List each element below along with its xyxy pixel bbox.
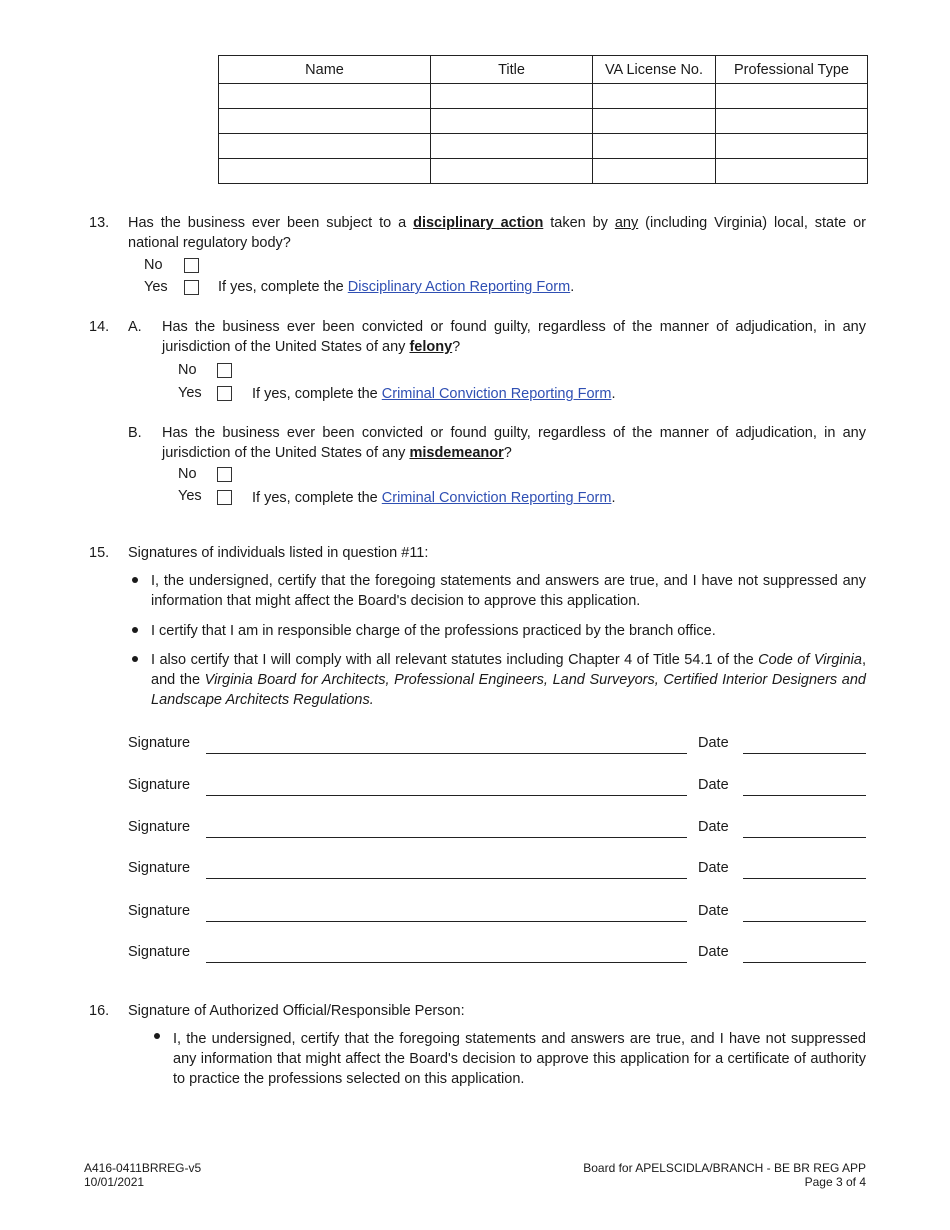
table-row — [219, 109, 868, 134]
table-cell[interactable] — [593, 134, 716, 159]
date-line[interactable] — [743, 878, 866, 879]
question-14-number: 14. — [89, 319, 110, 335]
question-13-text-mid: taken by — [543, 215, 615, 231]
footer-left — [84, 1161, 201, 1189]
signature-label: Signature — [128, 944, 191, 960]
criminal-conviction-form-link-a[interactable]: Criminal Conviction Reporting Form — [381, 386, 612, 402]
question-13-number: 13. — [89, 215, 110, 231]
question-14a-no-label: No — [178, 362, 197, 378]
question-14a-if-yes — [252, 384, 615, 404]
signature-line[interactable] — [206, 878, 687, 879]
question-14b-yes-checkbox[interactable] — [217, 490, 232, 505]
table-cell[interactable] — [431, 109, 593, 134]
table-cell[interactable] — [716, 134, 868, 159]
question-14a-link-suffix: . — [611, 386, 616, 402]
question-15-bullet-2: I certify that I am in responsible charge of the professions practiced by the branch office. — [151, 623, 716, 639]
question-15-title: Signatures of individuals listed in question #11: — [128, 545, 429, 561]
question-14b-text-pre: Has the business ever been convicted or found guilty, regardless of the manner of adjudication, in any jurisdiction of the United States of any — [162, 425, 866, 461]
table-cell[interactable] — [716, 109, 868, 134]
table-cell[interactable] — [219, 84, 431, 109]
table-cell[interactable] — [593, 109, 716, 134]
signature-label: Signature — [128, 777, 191, 793]
question-16-title: Signature of Authorized Official/Responsible Person: — [128, 1003, 465, 1019]
signature-line[interactable] — [206, 962, 687, 963]
date-label: Date — [698, 903, 729, 919]
table-cell[interactable] — [431, 134, 593, 159]
date-label: Date — [698, 735, 729, 751]
column-header-license: VA License No. — [593, 56, 716, 84]
date-line[interactable] — [743, 962, 866, 963]
date-label: Date — [698, 860, 729, 876]
question-14b-yes-label: Yes — [178, 488, 202, 504]
question-13-if-yes-text: If yes, complete the — [218, 279, 348, 295]
question-13-text — [128, 213, 866, 253]
question-14a-if-yes-text: If yes, complete the — [252, 386, 382, 402]
question-14b-no-checkbox[interactable] — [217, 467, 232, 482]
code-of-virginia: Code of Virginia — [758, 652, 862, 668]
date-line[interactable] — [743, 921, 866, 922]
table-cell[interactable] — [716, 159, 868, 184]
signature-label: Signature — [128, 819, 191, 835]
question-14b-text — [162, 423, 866, 463]
question-13-no-checkbox[interactable] — [184, 258, 199, 273]
disciplinary-action-form-link[interactable]: Disciplinary Action Reporting Form — [347, 279, 571, 295]
question-15-number: 15. — [89, 545, 110, 561]
question-13-if-yes — [218, 277, 574, 297]
bullet-icon — [132, 656, 138, 662]
question-14b-emphasis: misdemeanor — [409, 445, 504, 461]
question-14a-text — [162, 317, 866, 357]
table-row — [219, 84, 868, 109]
question-14a-letter: A. — [128, 319, 142, 335]
signature-line[interactable] — [206, 795, 687, 796]
question-13-yes-label: Yes — [144, 279, 168, 295]
column-header-title: Title — [431, 56, 593, 84]
signature-line[interactable] — [206, 921, 687, 922]
form-code: A416-0411BRREG-v5 — [84, 1161, 202, 1175]
criminal-conviction-form-link-b[interactable]: Criminal Conviction Reporting Form — [381, 490, 612, 506]
table-cell[interactable] — [219, 159, 431, 184]
bullet-icon — [154, 1033, 160, 1039]
question-13-yes-checkbox[interactable] — [184, 280, 199, 295]
bullet-icon — [132, 577, 138, 583]
question-13-link-suffix: . — [570, 279, 575, 295]
date-line[interactable] — [743, 753, 866, 754]
table-header-row — [219, 56, 868, 84]
table-cell[interactable] — [219, 109, 431, 134]
question-13-underline: any — [614, 215, 639, 231]
table-cell[interactable] — [431, 159, 593, 184]
question-14b-no-label: No — [178, 466, 197, 482]
question-14a-yes-checkbox[interactable] — [217, 386, 232, 401]
signature-label: Signature — [128, 860, 191, 876]
signature-line[interactable] — [206, 753, 687, 754]
table-cell[interactable] — [593, 84, 716, 109]
roster-table — [218, 55, 868, 184]
date-label: Date — [698, 944, 729, 960]
date-line[interactable] — [743, 795, 866, 796]
bullet-3-text-mid: , and the — [151, 652, 866, 688]
question-13-text-post: (including Virginia) local, state or national regulatory body? — [128, 215, 867, 251]
bullet-icon — [132, 627, 138, 633]
question-16-number: 16. — [89, 1003, 110, 1019]
board-regulations-title: Virginia Board for Architects, Professional Engineers, Land Surveyors, Certified Interior Designers and Landscape Architects Regulations. — [151, 672, 866, 708]
question-14a-no-checkbox[interactable] — [217, 363, 232, 378]
signature-label: Signature — [128, 903, 191, 919]
question-13-no-label: No — [144, 257, 163, 273]
table-cell[interactable] — [219, 134, 431, 159]
question-14b-if-yes — [252, 488, 615, 508]
date-line[interactable] — [743, 837, 866, 838]
bullet-3-text-pre: I also certify that I will comply with all relevant statutes including Chapter 4 of Title 54.1 of the — [151, 652, 759, 668]
table-cell[interactable] — [716, 84, 868, 109]
question-13-text-pre: Has the business ever been subject to a — [128, 215, 414, 231]
column-header-name: Name — [219, 56, 431, 84]
question-14b-letter: B. — [128, 425, 142, 441]
question-14b-if-yes-text: If yes, complete the — [252, 490, 382, 506]
form-date: 10/01/2021 — [84, 1175, 145, 1189]
question-14a-emphasis: felony — [409, 339, 453, 355]
page-number: Page 3 of 4 — [804, 1175, 866, 1189]
footer-right — [583, 1161, 866, 1189]
table-row — [219, 134, 868, 159]
table-cell[interactable] — [593, 159, 716, 184]
question-13-emphasis: disciplinary action — [413, 215, 544, 231]
signature-label: Signature — [128, 735, 191, 751]
question-14a-yes-label: Yes — [178, 385, 202, 401]
signature-line[interactable] — [206, 837, 687, 838]
column-header-professional-type: Professional Type — [716, 56, 868, 84]
question-14a-text-post: ? — [452, 339, 461, 355]
table-row — [219, 159, 868, 184]
date-label: Date — [698, 819, 729, 835]
question-15-bullet-1: I, the undersigned, certify that the foregoing statements and answers are true, and I have not suppressed any information that might affect the Board's decision to approve this application. — [151, 573, 866, 609]
table-cell[interactable] — [431, 84, 593, 109]
question-14b-link-suffix: . — [611, 490, 616, 506]
question-15-bullet-3 — [151, 650, 866, 710]
question-16-bullet-1: I, the undersigned, certify that the foregoing statements and answers are true, and I have not suppressed any information that might affect the Board's decision to approve this application for a certificate of authority to practice the professions selected on this application. — [173, 1031, 866, 1087]
question-14a-text-pre: Has the business ever been convicted or found guilty, regardless of the manner of adjudication, in any jurisdiction of the United States of any — [162, 319, 866, 355]
date-label: Date — [698, 777, 729, 793]
question-14b-text-post: ? — [503, 445, 512, 461]
board-line: Board for APELSCIDLA/BRANCH - BE BR REG APP — [583, 1161, 866, 1175]
